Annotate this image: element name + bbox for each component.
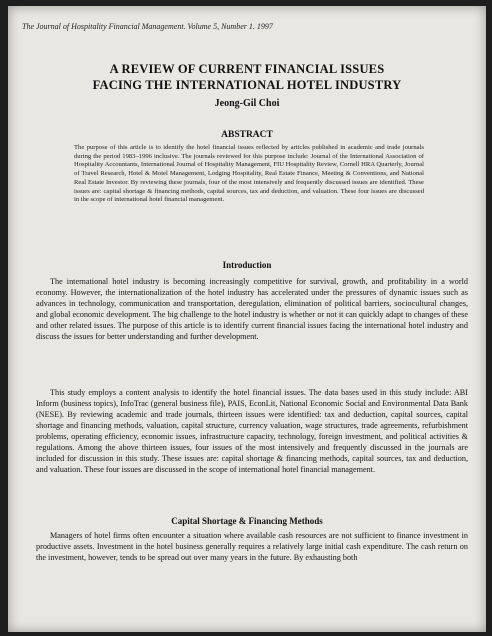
author-name: Jeong-Gil Choi [214, 98, 280, 109]
running-head: The Journal of Hospitality Financial Management. Volume 5, Number 1. 1997 [22, 22, 273, 31]
article-title-line-2: FACING THE INTERNATIONAL HOTEL INDUSTRY [92, 78, 402, 92]
section-heading-introduction: Introduction [222, 260, 272, 270]
capital-shortage-paragraph-1: Managers of hotel firms often encounter a situation where available cash resources are not sufficient to finance investment in productive assets. Investment in the hotel business generally requires a relatively large initial cash expenditure. The cash return on the investment, however, tends to be spread out over many years in the future. By exhausting both [36, 531, 468, 562]
document-page [8, 6, 486, 632]
introduction-paragraph-1: The international hotel industry is becoming increasingly competitive for survival, growth, and profitability in a world economy. However, the internationalization of the hotel industry has accelerated under the pressures of dynamic issues such as advances in technology, communication and transportation, deregulation, elimination of political barriers, sociocultural changes, and global economic development. The big challenge to the hotel industry is whether or not it can quickly adapt to changes of these and other related issues. The purpose of this article is to identify current financial issues facing the international hotel industry and discuss the issues for better understanding and further development. [36, 277, 468, 341]
abstract-body: The purpose of this article is to identify the hotel financial issues reflected by articles published in academic and trade journals during the period 1983–1996 inclusive. The journals reviewed for this purpose include: Journal of the International Association of Hospitality Accountants, International Journal of Hospitality Management, FIU Hospitality Review, Cornell HRA Quarterly, Journal of Travel Research, Hotel & Motel Management, Lodging Hospitality, Real Estate Finance, Meeting & Conventions, and National Real Estate Investor. By reviewing these journals, four of the most intensively and frequently discussed issues are identified. These issues are: capital shortage & financing methods, capital sources, tax and deduction, and valuation. These four issues are discussed in the scope of international hotel financial management. [74, 144, 424, 204]
introduction-paragraph-2: This study employs a content analysis to identify the hotel financial issues. The data bases used in this study include: ABI Inform (business topics), InfoTrac (general business file), PAIS, EconLit, National Economic Social and Environmental Data Bank (NESE). By reviewing academic and trade journals, thirteen issues were identified: tax and deduction, capital sources, capital shortage and financing methods, valuation, capital structure, currency valuation, wage structures, trade agreements, refurbishment problems, operating efficiency, economic issues, infrastructure capacity, technology, foreign investment, and political activities & regulations. Among the above thirteen issues, four issues of the most intensively and frequently discussed in the journals are included for discussion in this study. These issues are: capital shortage & financing methods, capital sources, tax and deduction, and valuation. These four issues are discussed in the scope of international hotel financial management. [36, 388, 468, 474]
abstract-heading: ABSTRACT [221, 130, 273, 140]
section-heading-capital-shortage: Capital Shortage & Financing Methods [171, 516, 323, 526]
article-title-line-1: A REVIEW OF CURRENT FINANCIAL ISSUES [109, 62, 385, 76]
